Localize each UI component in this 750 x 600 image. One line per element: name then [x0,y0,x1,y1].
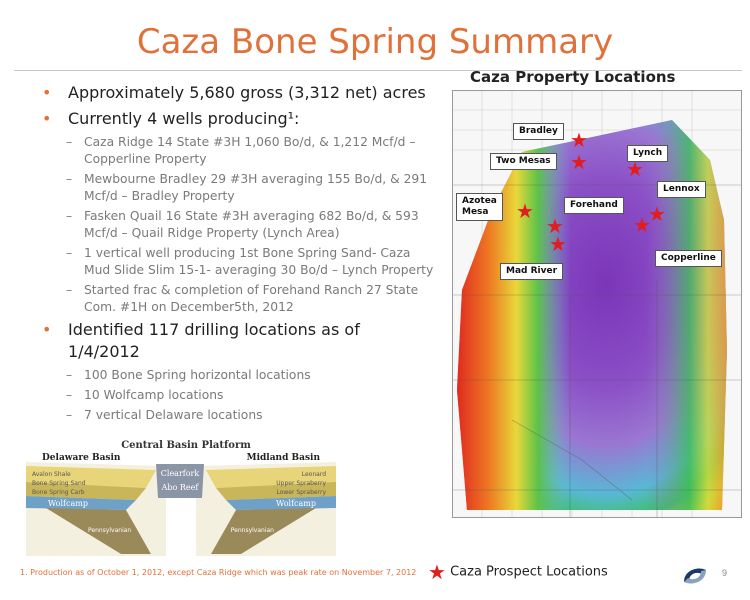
footnote: 1. Production as of October 1, 2012, except Caza Ridge which was peak rate on November 7, 2012 [20,568,417,577]
dash-icon: – [66,408,73,422]
label-forehand: Forehand [564,197,624,214]
bullet-icon: • [42,320,52,339]
sub-bullet [40,367,435,384]
sub-bullet-text: Fasken Quail 16 State #3H averaging 682 Bo/d, & 593 Mcf/d – Quail Ridge Property (Lynch Area) [84,209,419,240]
layer-label: Leonard [301,471,326,478]
dash-icon: – [66,388,73,402]
map-title: Caza Property Locations [470,68,676,86]
label-central-basin-platform: Central Basin Platform [121,440,251,451]
label-azotea-mesa [456,193,503,221]
label-clearfork: Clearfork [160,469,200,478]
dash-icon: – [66,135,73,149]
sub-bullet [40,171,435,205]
label-bradley: Bradley [513,123,564,140]
sub-bullet [40,134,435,168]
label-pennsylvanian-left: Pennsylvanian [88,527,132,534]
sub-bullet-text: 100 Bone Spring horizontal locations [84,368,311,382]
label-delaware-basin: Delaware Basin [42,453,121,463]
legend [428,560,608,584]
star-icon-bradley: ★ [570,130,588,152]
dash-icon: – [66,368,73,382]
label-pennsylvanian-right: Pennsylvanian [230,527,274,534]
sub-bullet-text: 1 vertical well producing 1st Bone Spring Sand- Caza Mud Slide Slim 15-1- averaging 30 Bo/d – Lynch Property [84,246,434,277]
slide-title: Caza Bone Spring Summary [136,22,614,62]
sub-bullet-text: Caza Ridge 14 State #3H 1,060 Bo/d, & 1,212 Mcf/d – Copperline Property [84,135,416,166]
bullet-icon: • [42,83,52,102]
bullet-acres [40,82,435,104]
layer-label: Upper Spraberry [276,480,326,487]
bullet-text: Approximately 5,680 gross (3,312 net) acres [68,83,426,102]
star-icon-forehand: ★ [546,216,564,238]
label-line: Azotea [462,196,497,206]
bullet-list [40,82,435,427]
label-lennox: Lennox [657,181,706,198]
bullet-locations [40,319,435,363]
bullet-wells [40,108,435,130]
sub-bullet [40,282,435,316]
star-icon-lennox: ★ [648,204,666,226]
label-two-mesas: Two Mesas [490,153,557,170]
bullet-text: Currently 4 wells producing¹: [68,109,300,128]
legend-label: Caza Prospect Locations [450,564,608,580]
sub-bullet [40,407,435,424]
star-icon-two-mesas: ★ [570,152,588,174]
star-icon: ★ [428,560,446,584]
dash-icon: – [66,246,73,260]
dash-icon: – [66,283,73,297]
sub-bullet-text: 10 Wolfcamp locations [84,388,224,402]
dash-icon: – [66,209,73,223]
label-wolfcamp-right: Wolfcamp [276,499,316,508]
sub-bullet [40,245,435,279]
bullet-icon: • [42,109,52,128]
star-icon-azotea-mesa: ★ [516,201,534,223]
page-number: 9 [722,568,728,578]
layer-label: Avalon Shale [32,471,71,478]
sub-bullet [40,387,435,404]
sub-bullet-text: Started frac & completion of Forehand Ranch 27 State Com. #1H on December5th, 2012 [84,283,419,314]
star-icon-lynch: ★ [626,159,644,181]
layer-label: Lower Spraberry [276,489,326,496]
label-copperline: Copperline [655,250,722,267]
sub-bullet-text: Mewbourne Bradley 29 #3H averaging 155 Bo/d, & 291 Mcf/d – Bradley Property [84,172,428,203]
sub-bullet-text: 7 vertical Delaware locations [84,408,263,422]
bullet-text: Identified 117 drilling locations as of 1/4/2012 [68,320,360,361]
basin-cross-section [26,436,336,556]
star-icon-copperline: ★ [633,215,651,237]
dash-icon: – [66,172,73,186]
label-wolfcamp-left: Wolfcamp [48,499,88,508]
sub-bullet [40,208,435,242]
layer-label: Bone Spring Sand [32,480,86,487]
label-lynch: Lynch [627,145,668,162]
star-icon-mad-river: ★ [549,234,567,256]
label-midland-basin: Midland Basin [246,453,320,463]
layer-label: Bone Spring Carb [32,489,85,496]
company-logo [680,562,710,590]
label-line: Mesa [462,207,489,217]
label-abo-reef: Abo Reef [161,483,199,492]
label-mad-river: Mad River [500,263,563,280]
